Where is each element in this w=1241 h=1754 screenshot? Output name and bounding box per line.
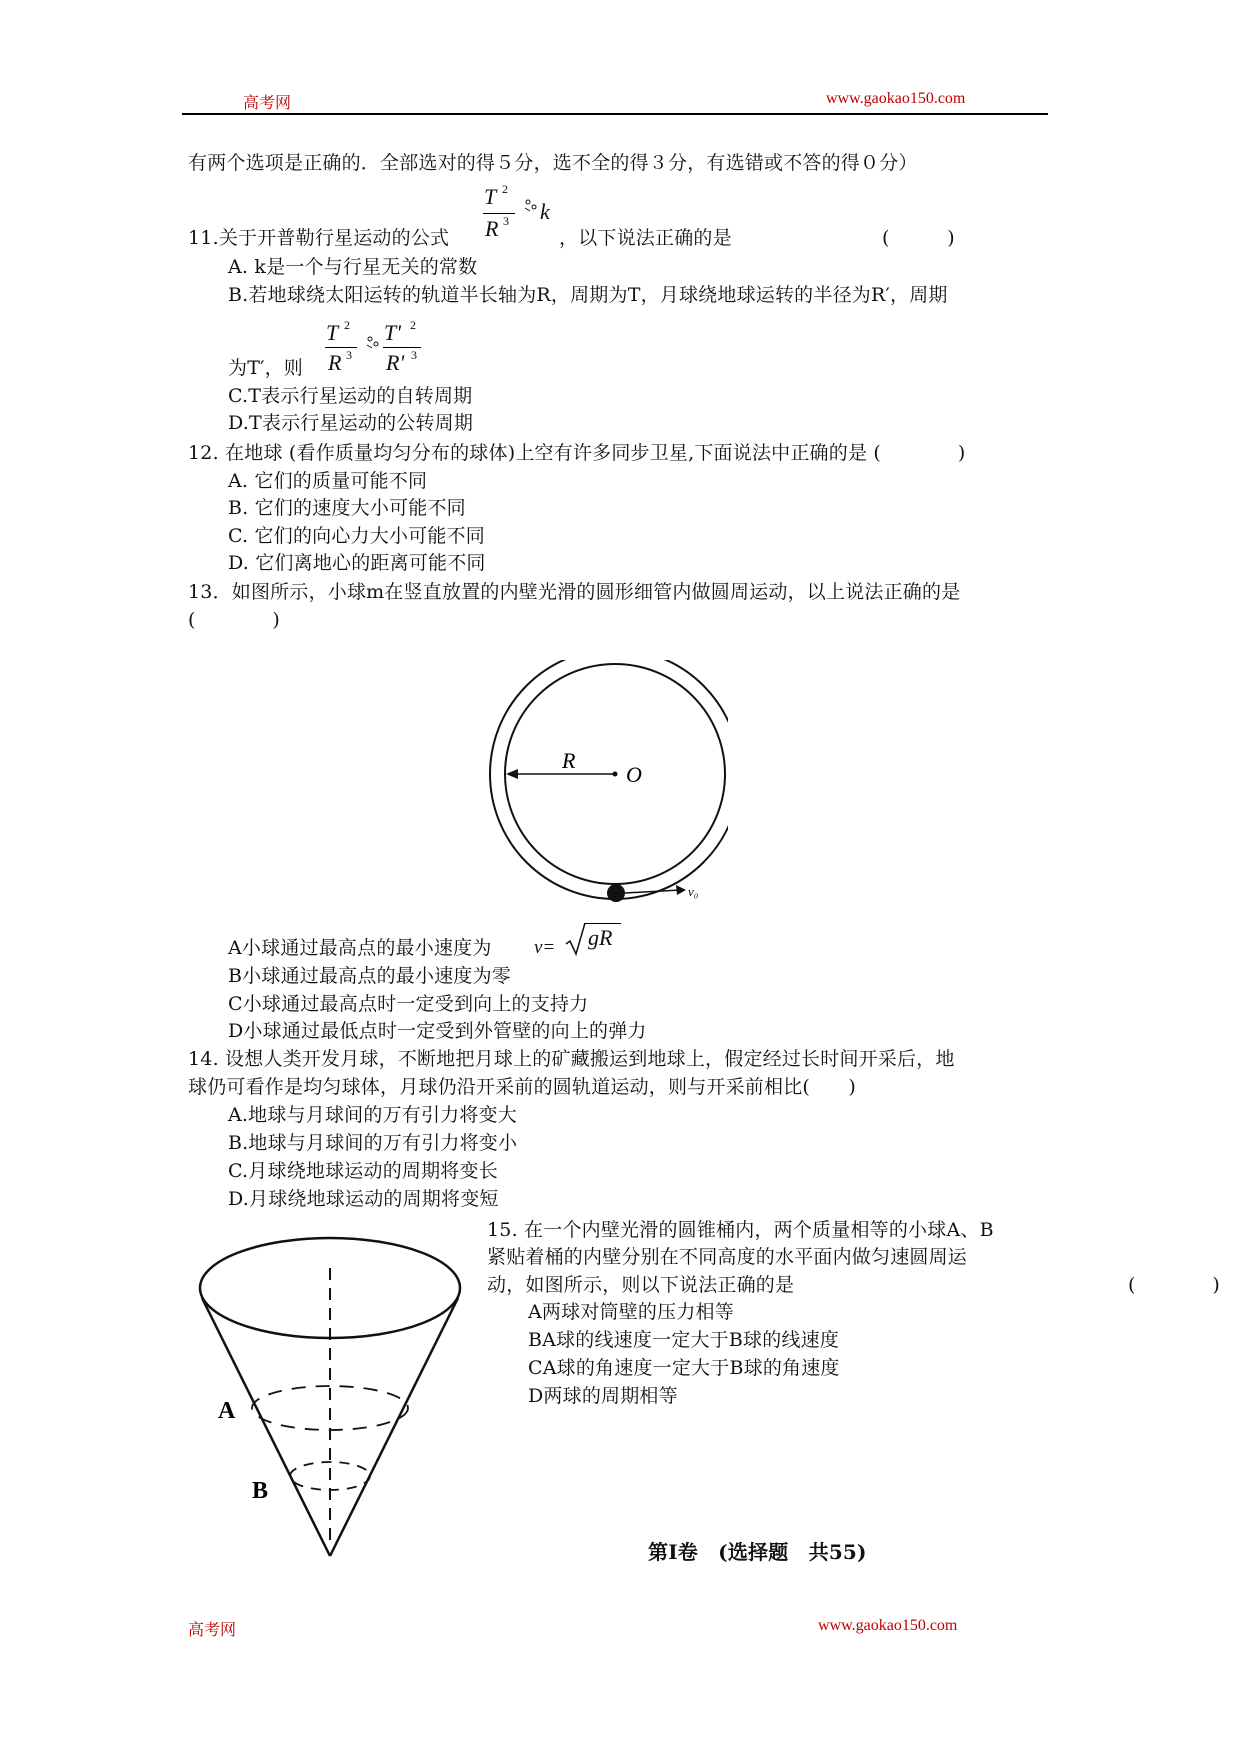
q15-stem-line3: 动，如图所示，则以下说法正确的是: [487, 1274, 795, 1296]
q11-option-d: D.T表示行星运动的公转周期: [228, 412, 474, 434]
q14-stem-line2: 球仍可看作是均匀球体，月球仍沿开采前的圆轨道运动，则与开采前相比( ): [188, 1076, 857, 1098]
q13-option-d: D小球通过最低点时一定受到外管壁的向上的弹力: [228, 1020, 647, 1042]
header-site-url[interactable]: www.gaokao150.com: [826, 90, 966, 107]
q14-option-b: B.地球与月球间的万有引力将变小: [228, 1132, 518, 1154]
q11-formula-rhs: k: [540, 199, 550, 224]
q14-option-c: C.月球绕地球运动的周期将变长: [228, 1160, 498, 1182]
q11b-rhs-num-exp: 2: [410, 318, 416, 332]
sqrt-vinculum: [585, 923, 621, 924]
q11-option-b-line1: B.若地球绕太阳运转的轨道半长轴为R，周期为T，月球绕地球运转的半径为R′，周期: [228, 284, 948, 306]
center-label: O: [626, 762, 642, 787]
ball-b-label: B: [252, 1478, 269, 1504]
q12-option-b: B. 它们的速度大小可能不同: [228, 497, 466, 519]
q13-stem: 13．如图所示，小球m在竖直放置的内壁光滑的圆形细管内做圆周运动，以上说法正确的是: [188, 581, 961, 603]
radius-arrowhead-icon: [506, 769, 518, 779]
center-point: [613, 772, 618, 777]
q13-circular-tube-figure: [488, 660, 728, 910]
header-site-name: 高考网: [243, 95, 292, 112]
q11b-lhs-num: T: [326, 320, 339, 345]
q11-stem-tail: ，以下说法正确的是: [559, 227, 732, 249]
q12-stem: 12. 在地球 (看作质量均匀分布的球体)上空有许多同步卫星,下面说法中正确的是 ( ): [188, 442, 966, 464]
q12-option-d: D. 它们离地心的距离可能不同: [228, 552, 486, 574]
q15-option-d: D两球的周期相等: [528, 1385, 678, 1407]
q11-proportional-icon: [524, 198, 538, 212]
q11-answer-blank[interactable]: ( ): [882, 227, 955, 249]
q13-option-a-root: gR: [588, 925, 613, 950]
instructions-line: 有两个选项是正确的．全部选对的得５分，选不全的得３分，有选错或不答的得０分）: [188, 152, 918, 174]
q13-option-a-eq: v=: [534, 937, 556, 958]
q14-option-a: A.地球与月球间的万有引力将变大: [228, 1104, 517, 1126]
q11b-lhs-den: R: [328, 350, 342, 375]
q15-cone-figure: [190, 1228, 480, 1560]
q13-option-c: C小球通过最高点时一定受到向上的支持力: [228, 993, 589, 1015]
velocity-arrowhead-icon: [676, 885, 686, 895]
q11b-lhs-bar: [325, 347, 357, 348]
footer-site-url[interactable]: www.gaokao150.com: [818, 1617, 958, 1634]
q15-stem-line1: 15. 在一个内壁光滑的圆锥桶内，两个质量相等的小球A、B: [487, 1219, 994, 1241]
radius-label: R: [562, 748, 576, 773]
q11b-rhs-den: R': [386, 350, 405, 375]
q11b-rhs-den-exp: 3: [411, 348, 417, 362]
ball: [607, 884, 625, 902]
q11-formula-num-exp: 2: [502, 182, 508, 196]
header-rule: [182, 113, 1048, 115]
q14-option-d: D.月球绕地球运动的周期将变短: [228, 1188, 499, 1210]
q15-stem-line2: 紧贴着桶的内壁分别在不同高度的水平面内做匀速圆周运: [487, 1246, 968, 1268]
q11-formula-den-exp: 3: [503, 214, 509, 228]
q14-stem-line1: 14. 设想人类开发月球，不断地把月球上的矿藏搬运到地球上，假定经过长时间开采后，地: [188, 1048, 955, 1070]
q13-answer-blank[interactable]: ( ): [188, 609, 281, 631]
q12-option-a: A. 它们的质量可能不同: [228, 470, 428, 492]
q11b-proportional-icon: [366, 335, 380, 349]
ball-a-label: A: [218, 1398, 236, 1424]
velocity-label: v₀: [688, 884, 699, 899]
q13-option-b: B小球通过最高点的最小速度为零: [228, 965, 511, 987]
q11b-lhs-den-exp: 3: [346, 348, 352, 362]
q13-option-a: A小球通过最高点的最小速度为: [228, 937, 492, 959]
q12-option-c: C. 它们的向心力大小可能不同: [228, 525, 485, 547]
q11b-rhs-num: T': [384, 320, 401, 345]
q11-fraction-bar: [483, 213, 515, 214]
section-title: 第Ⅰ卷 (选择题 共55): [648, 1540, 867, 1564]
q15-answer-blank[interactable]: ( ): [1128, 1274, 1221, 1296]
q11-option-b-line2: 为T′，则: [228, 357, 303, 379]
q11-option-a: A. k是一个与行星无关的常数: [228, 256, 478, 278]
q11-option-c: C.T表示行星运动的自转周期: [228, 385, 473, 407]
footer-site-name: 高考网: [188, 1622, 237, 1639]
q11-formula-denominator: R: [485, 216, 499, 241]
q15-option-b: BA球的线速度一定大于B球的线速度: [528, 1329, 840, 1351]
q11-stem: 11.关于开普勒行星运动的公式: [188, 227, 450, 249]
q11-formula-numerator: T: [484, 184, 497, 209]
q11b-lhs-num-exp: 2: [344, 318, 350, 332]
q15-option-a: A两球对筒壁的压力相等: [528, 1301, 734, 1323]
q15-option-c: CA球的角速度一定大于B球的角速度: [528, 1357, 840, 1379]
sqrt-sign-icon: [565, 922, 587, 956]
